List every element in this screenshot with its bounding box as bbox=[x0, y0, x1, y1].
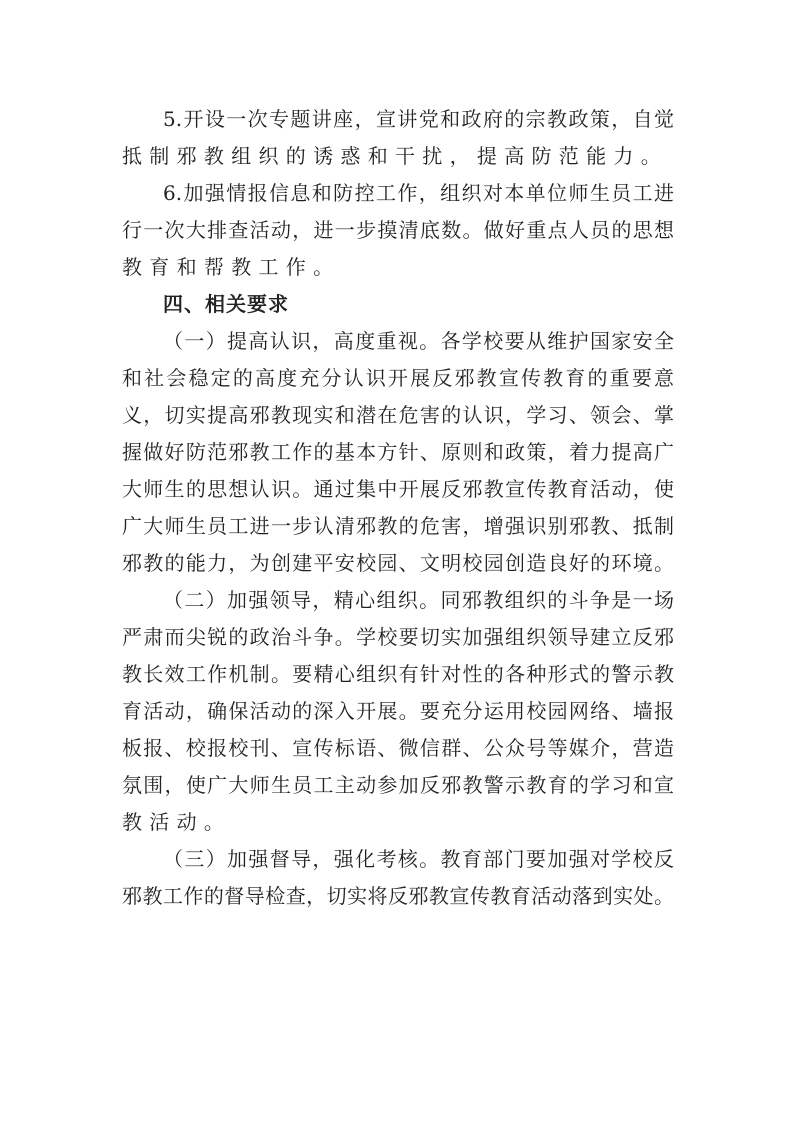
paragraph-item-5 bbox=[122, 101, 674, 175]
text-line: 义，切实提高邪教现实和潜在危害的认识，学习、领会、掌 bbox=[122, 403, 674, 427]
text-line: （一）提高认识，高度重视。各学校要从维护国家安全 bbox=[163, 329, 674, 353]
paragraph-requirement-3 bbox=[122, 841, 674, 915]
paragraph-requirement-1 bbox=[122, 323, 674, 582]
text-line: （三）加强督导，强化考核。教育部门要加强对学校反 bbox=[163, 847, 674, 871]
text-line: 6.加强情报信息和防控工作，组织对本单位师生员工进 bbox=[163, 181, 674, 205]
text-line: 抵制邪教组织的诱惑和干扰，提高防范能力。 bbox=[122, 144, 668, 168]
document-body bbox=[122, 101, 674, 915]
text-line: 育活动，确保活动的深入开展。要充分运用校园网络、墙报 bbox=[122, 699, 674, 723]
text-line: （二）加强领导，精心组织。同邪教组织的斗争是一场 bbox=[163, 588, 674, 612]
text-line: 氛围，使广大师生员工主动参加反邪教警示教育的学习和宣 bbox=[122, 773, 674, 797]
text-line: 和社会稳定的高度充分认识开展反邪教宣传教育的重要意 bbox=[122, 366, 674, 390]
text-line: 邪教工作的督导检查，切实将反邪教宣传教育活动落到实处。 bbox=[122, 884, 674, 908]
text-line: 教育和帮教工作。 bbox=[122, 255, 341, 279]
text-line: 板报、校报校刊、宣传标语、微信群、公众号等媒介，营造 bbox=[122, 736, 674, 760]
text-line: 教活动。 bbox=[122, 810, 232, 834]
text-line: 握做好防范邪教工作的基本方针、原则和政策，着力提高广 bbox=[122, 440, 674, 464]
text-line: 广大师生员工进一步认清邪教的危害，增强识别邪教、抵制 bbox=[122, 514, 674, 538]
text-line: 教长效工作机制。要精心组织有针对性的各种形式的警示教 bbox=[122, 662, 674, 686]
text-line: 5.开设一次专题讲座，宣讲党和政府的宗教政策，自觉 bbox=[163, 107, 674, 131]
text-line: 严肃而尖锐的政治斗争。学校要切实加强组织领导建立反邪 bbox=[122, 625, 674, 649]
paragraph-item-6 bbox=[122, 175, 674, 286]
text-line: 大师生的思想认识。通过集中开展反邪教宣传教育活动，使 bbox=[122, 477, 674, 501]
text-line: 行一次大排查活动，进一步摸清底数。做好重点人员的思想 bbox=[122, 218, 674, 242]
paragraph-requirement-2 bbox=[122, 582, 674, 841]
section-heading: 四、相关要求 bbox=[163, 292, 289, 316]
text-line: 邪教的能力，为创建平安校园、文明校园创造良好的环境。 bbox=[122, 551, 674, 575]
